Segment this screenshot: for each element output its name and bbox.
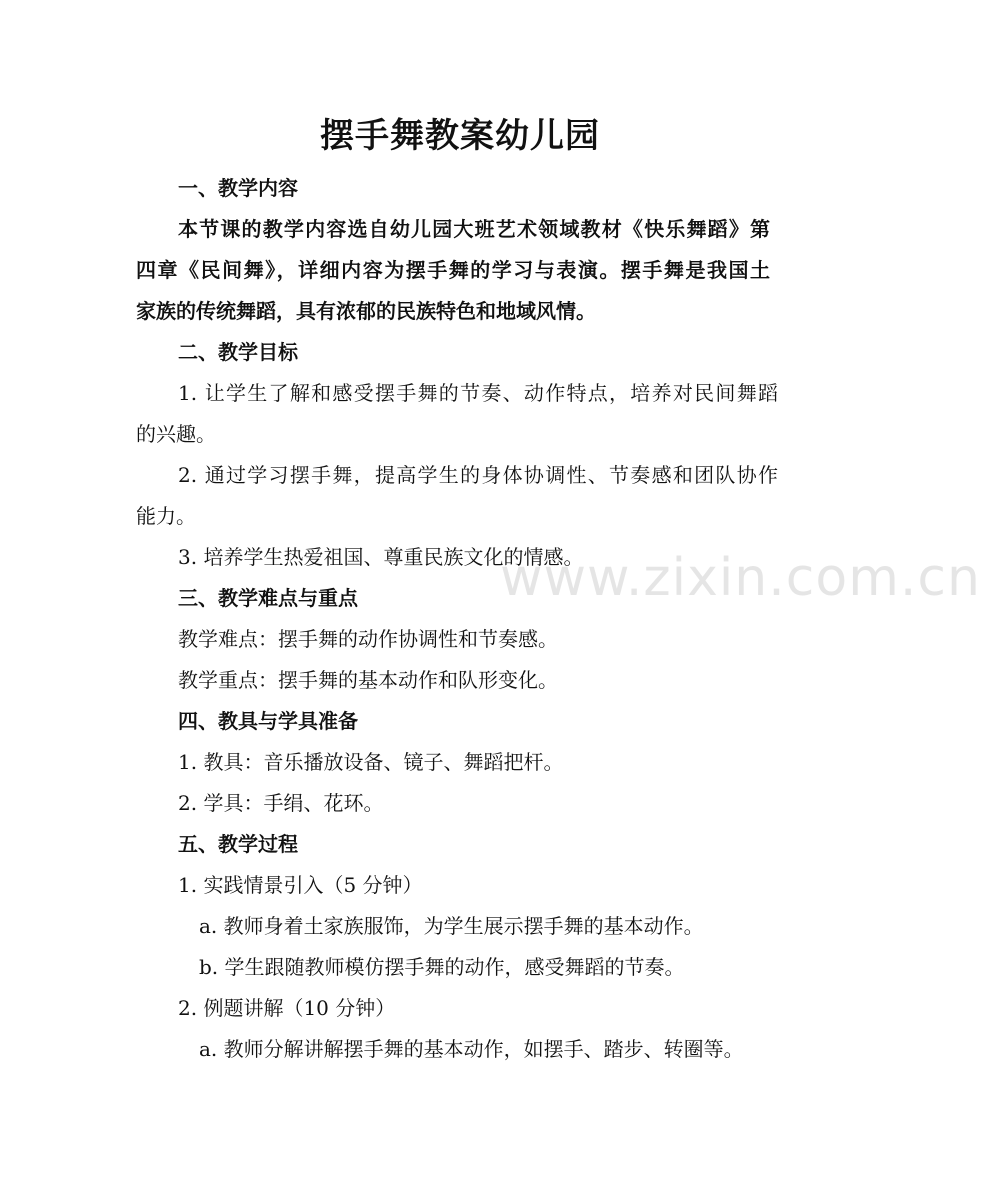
sub-list-item: a. 教师分解讲解摆手舞的基本动作，如摆手、踏步、转圈等。 (199, 1037, 744, 1061)
list-item: 2. 通过学习摆手舞，提高学生的身体协调性、节奏感和团队协作 (178, 463, 778, 487)
paragraph-line: 四章《民间舞》，详细内容为摆手舞的学习与表演。摆手舞是我国土 (136, 258, 770, 282)
sub-list-item: a. 教师身着土家族服饰，为学生展示摆手舞的基本动作。 (199, 914, 704, 938)
document-title: 摆手舞教案幼儿园 (320, 116, 600, 156)
sub-list-item: b. 学生跟随教师模仿摆手舞的动作，感受舞蹈的节奏。 (199, 955, 685, 979)
list-item: 3. 培养学生热爱祖国、尊重民族文化的情感。 (178, 545, 584, 569)
paragraph-line: 家族的传统舞蹈，具有浓郁的民族特色和地域风情。 (136, 299, 596, 323)
section-heading-5: 五、教学过程 (178, 832, 298, 856)
list-item-continuation: 能力。 (136, 504, 196, 528)
section-heading-3: 三、教学难点与重点 (178, 586, 358, 610)
list-item: 1. 教具：音乐播放设备、镜子、舞蹈把杆。 (178, 750, 564, 774)
paragraph-line: 教学重点：摆手舞的基本动作和队形变化。 (178, 668, 558, 692)
watermark: www.zixin.com.cn (500, 548, 981, 608)
paragraph-line: 教学难点：摆手舞的动作协调性和节奏感。 (178, 627, 558, 651)
list-item: 2. 学具：手绢、花环。 (178, 791, 384, 815)
list-item: 2. 例题讲解（10 分钟） (178, 996, 396, 1020)
section-heading-1: 一、教学内容 (178, 176, 298, 200)
list-item-continuation: 的兴趣。 (136, 422, 216, 446)
section-heading-4: 四、教具与学具准备 (178, 709, 358, 733)
section-heading-2: 二、教学目标 (178, 340, 298, 364)
list-item: 1. 实践情景引入（5 分钟） (178, 873, 423, 897)
paragraph-line: 本节课的教学内容选自幼儿园大班艺术领域教材《快乐舞蹈》第 (178, 217, 770, 241)
list-item: 1. 让学生了解和感受摆手舞的节奏、动作特点，培养对民间舞蹈 (178, 381, 778, 405)
